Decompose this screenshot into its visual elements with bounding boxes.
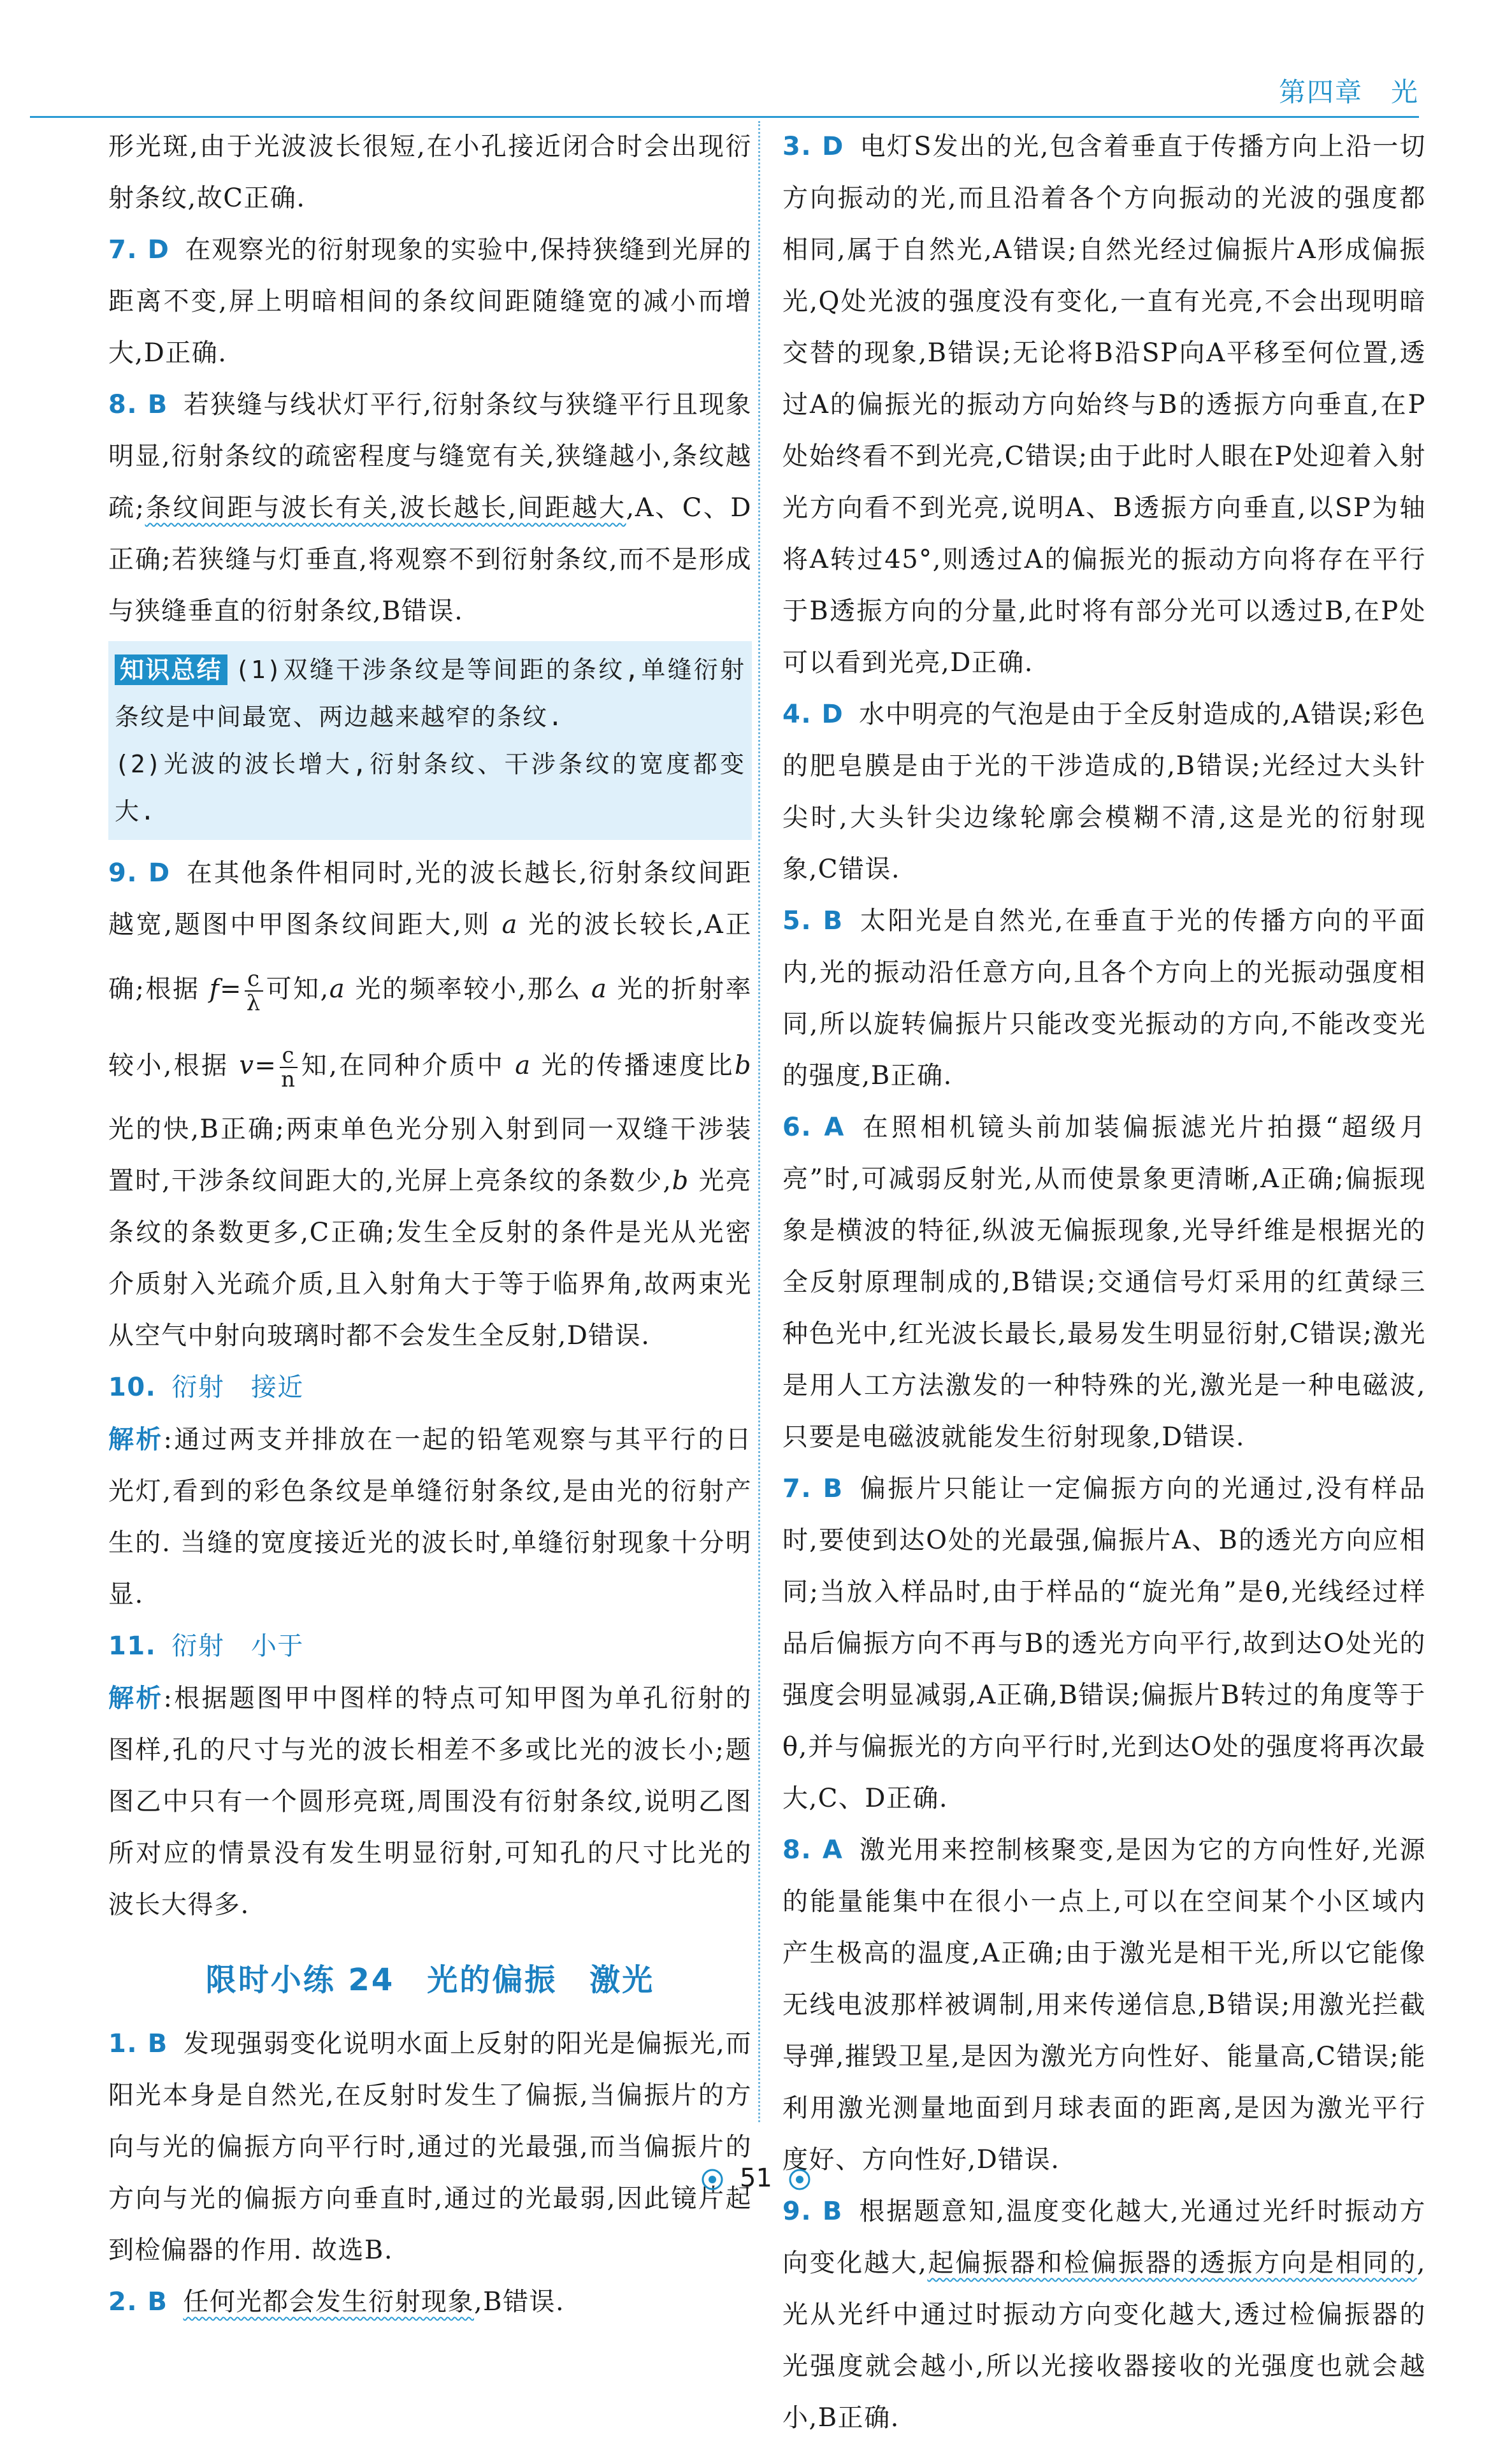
summary-line-2: (2)光波的波长增大,衍射条纹、干涉条纹的宽度都变大. bbox=[115, 750, 745, 825]
page-number: 51 bbox=[740, 2164, 772, 2193]
chapter-title: 第四章 光 bbox=[1278, 76, 1419, 108]
section-title: 限时小练 24 光的偏振 激光 bbox=[205, 1962, 655, 1998]
answer-number: 7. D bbox=[108, 235, 170, 264]
answer-number: 1. B bbox=[108, 2029, 168, 2058]
emphasis-text: 条纹间距与波长有关,波长越长,间距越大 bbox=[145, 493, 626, 523]
answer-number: 7. B bbox=[782, 1474, 844, 1503]
answer-number: 9. B bbox=[782, 2197, 843, 2226]
answer-7 bbox=[108, 224, 752, 379]
page-footer bbox=[0, 2164, 1512, 2193]
column-divider bbox=[758, 121, 760, 2122]
answer-text: ,A、C、D正确;若狭缝与灯垂直,将观察不到衍射条纹,而不是形成与狭缝垂直的衍射条纹,B错误. bbox=[108, 493, 752, 626]
answer-s8: 8. A 激光用来控制核聚变,是因为它的方向性好,光源的能量能集中在很小一点上,可以在空间某个小区域内产生极高的温度,A正确;由于激光是相干光,所以它能像无线电波那样被调制,用来传递信息,B错误;用激光拦截导弹,摧毁卫星,是因为激光方向性好、能量高,C错误;能利用激光测量地面到月球表面的距离,是因为激光平行度好、方向性好,D错误. bbox=[782, 1835, 1426, 2174]
emphasis-text: 任何光都会发生衍射现象 bbox=[183, 2287, 474, 2317]
header-rule bbox=[30, 116, 1419, 118]
answer-number: 3. D bbox=[782, 132, 844, 161]
answer-s4: 4. D 水中明亮的气泡是由于全反射造成的,A错误;彩色的肥皂膜是由于光的干涉造成的,B错误;光经过大头针尖时,大头针尖边缘轮廓会模糊不清,这是光的衍射现象,C错误. bbox=[782, 700, 1427, 884]
answer-s3: 3. D 电灯S发出的光,包含着垂直于传播方向上沿一切方向振动的光,而且沿着各个方向振动的光波的强度都相同,属于自然光,A错误;自然光经过偏振片A形成偏振光,Q处光波的强度没有变化,一直有光亮,不会出现明暗交替的现象,B错误;无论将B沿SP向A平移至何位置,透过A的偏振光的振动方向始终与B的透振方向垂直,在P处始终看不到光亮,C错误;由于此时人眼在P处迎着入射光方向看不到光亮,说明A、B透振方向垂直,以SP为轴将A转过45°,则透过A的偏振光的振动方向将存在平行于B透振方向的分量,此时将有部分光可以透过B,在P处可以看到光亮,D正确. bbox=[782, 132, 1426, 677]
answer-number: 8. A bbox=[782, 1835, 844, 1865]
answer-s1: 1. B 发现强弱变化说明水面上反射的阳光是偏振光,而阳光本身是自然光,在反射时发生了偏振,当偏振片的方向与光的偏振方向平行时,通过的光最强,而当偏振片的方向与光的偏振方向垂直时,通过的光最弱,因此镜片起到检偏器的作用. 故选B. bbox=[108, 2029, 752, 2265]
answer-s9: 9. B 根据题意知,温度变化越大,光通过光纤时振动方向变化越大,起偏振器和检偏振器的透振方向是相同的,光从光纤中通过时振动方向变化越大,透过检偏振器的光强度就会越小,所以光接收器接收的光强度也就会越小,B正确. bbox=[782, 2197, 1427, 2433]
summary-line-1: 知识总结 (1)双缝干涉条纹是等间距的条纹,单缝衍射条纹是中间最宽、两边越来越窄的条纹. bbox=[115, 656, 745, 731]
analysis-label: 解析 bbox=[108, 1424, 164, 1454]
fraction-c-over-lambda: $\frac{c}{\lambda}$ bbox=[245, 967, 263, 1015]
answer-number: 11. bbox=[108, 1631, 157, 1661]
knowledge-summary-box bbox=[108, 641, 752, 840]
analysis-11: 解析:根据题图甲中图样的特点可知甲图为单孔衍射的图样,孔的尺寸与光的波长相差不多或比光的波长小;题图乙中只有一个圆形亮斑,周围没有衍射条纹,说明乙图所对应的情景没有发生明显衍射,可知孔的尺寸比光的波长大得多. bbox=[108, 1683, 752, 1920]
answer-number: 8. B bbox=[108, 390, 168, 419]
analysis-10: 解析:通过两支并排放在一起的铅笔观察与其平行的日光灯,看到的彩色条纹是单缝衍射条纹,是由光的衍射产生的. 当缝的宽度接近光的波长时,单缝衍射现象十分明显. bbox=[108, 1424, 752, 1609]
answer-s7: 7. B 偏振片只能让一定偏振方向的光通过,没有样品时,要使到达O处的光最强,偏振片A、B的透光方向应相同;当放入样品时,由于样品的“旋光角”是θ,光线经过样品后偏振方向不再与B的透光方向平行,故到达O处光的强度会明显减弱,A正确,B错误;偏振片B转过的角度等于θ,并与偏振光的方向平行时,光到达O处的强度将再次最大,C、D正确. bbox=[782, 1474, 1426, 1813]
answer-number: 5. B bbox=[782, 906, 844, 936]
fraction-c-over-n: $\frac{c}{n}$ bbox=[280, 1044, 298, 1091]
left-column bbox=[108, 121, 752, 2328]
summary-tag: 知识总结 bbox=[115, 654, 227, 685]
answer-number: 6. A bbox=[782, 1113, 845, 1142]
page-header bbox=[1279, 71, 1419, 110]
answer-s5: 5. B 太阳光是自然光,在垂直于光的传播方向的平面内,光的振动沿任意方向,且各个方向上的光振动强度相同,所以旋转偏振片只能改变光振动的方向,不能改变光的强度,B正确. bbox=[782, 906, 1426, 1090]
fill-answer: 衍射 接近 bbox=[171, 1373, 304, 1402]
answer-s6: 6. A 在照相机镜头前加装偏振滤光片拍摄“超级月亮”时,可减弱反射光,从而使景象更清晰,A正确;偏振现象是横波的特征,纵波无偏振现象,光导纤维是根据光的全反射原理制成的,B错误;交通信号灯采用的红黄绿三种色光中,红光波长最长,最易发生明显衍射,C错误;激光是用人工方法激发的一种特殊的光,激光是一种电磁波,只要是电磁波就能发生衍射现象,D错误. bbox=[782, 1113, 1426, 1452]
answer-text: 在观察光的衍射现象的实验中,保持狭缝到光屏的距离不变,屏上明暗相间的条纹间距随缝宽的减小而增大,D正确. bbox=[108, 235, 752, 368]
answer-9: 9. D 在其他条件相同时,光的波长越长,衍射条纹间距越宽,题图中甲图条纹间距大,则 a 光的波长较长,A正确;根据 f= $\frac{c}{\lambda}$ 可知,a 光的频率较小,那么 a 光的折射率较小,根据 v= $\frac{c}{n}$ 知,在同种介质中 a 光的传播速度比b 光的快,B正确;两束单色光分别入射到同一双缝干涉装置时,干涉条纹间距大的,光屏上亮条纹的条数少,b 光亮条纹的条数更多,C正确;发生全反射的条件是光从光密介质射入光疏介质,且入射角大于等于临界角,故两束光从空气中射向玻璃时都不会发生全反射,D错误. bbox=[108, 858, 752, 1350]
answer-10 bbox=[108, 1362, 752, 1414]
decorative-leaf-icon bbox=[700, 2167, 725, 2192]
right-column bbox=[782, 121, 1426, 2444]
answer-number: 2. B bbox=[108, 2287, 168, 2317]
fill-answer: 衍射 小于 bbox=[171, 1631, 304, 1661]
answer-number: 4. D bbox=[782, 700, 844, 729]
answer-number: 10. bbox=[108, 1373, 157, 1402]
answer-s2: 2. B 任何光都会发生衍射现象,B错误. bbox=[108, 2287, 565, 2317]
paragraph-continued: 形光斑,由于光波波长很短,在小孔接近闭合时会出现衍射条纹,故C正确. bbox=[108, 132, 752, 213]
answer-text: 若狭缝与线状灯平行,衍射条纹与狭缝平行且现象明显,衍射条纹的疏密程度与缝宽有关,狭缝越小,条纹越疏; bbox=[108, 390, 752, 523]
answer-11 bbox=[108, 1621, 752, 1672]
analysis-label: 解析 bbox=[108, 1683, 164, 1713]
answer-8 bbox=[108, 379, 752, 637]
decorative-leaf-icon bbox=[787, 2167, 812, 2192]
emphasis-text: 起偏振器和检偏振器的透振方向是相同的 bbox=[927, 2248, 1417, 2278]
answer-number: 9. D bbox=[108, 858, 171, 888]
